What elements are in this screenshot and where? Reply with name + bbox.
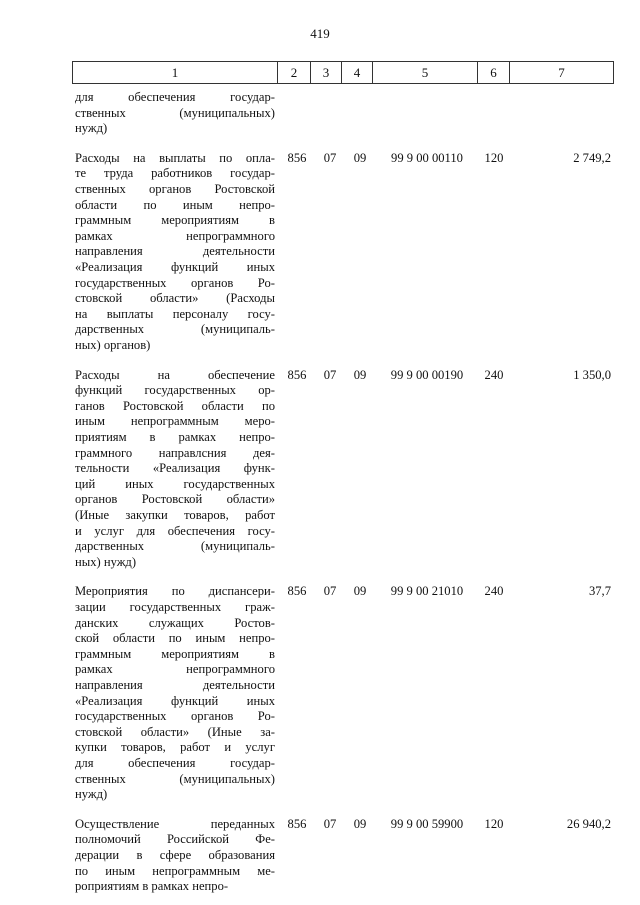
header-col-3: 3 xyxy=(311,62,342,83)
header-col-6: 6 xyxy=(478,62,510,83)
description-line: Осуществление переданных xyxy=(75,816,275,831)
description-line: Расходы на выплаты по опла- xyxy=(75,150,275,165)
sum-cell: 26 940,2 xyxy=(566,816,611,831)
expense-type-cell: 240 xyxy=(484,367,504,382)
description-line: стовской области» (Расходы xyxy=(75,291,275,306)
page-number: 419 xyxy=(310,26,330,41)
description-line: государственных органов Ро- xyxy=(75,709,275,724)
description-line: «Реализация функций иных xyxy=(75,259,275,274)
description-line: рамках непрограммного xyxy=(75,662,275,677)
description-line: нужд) xyxy=(75,121,108,136)
description-line: граммного направлсния дея- xyxy=(75,445,275,460)
description-line: дарственных (муниципаль- xyxy=(75,322,275,337)
description-line: те труда работников государ- xyxy=(75,166,275,181)
description-line: купки товаров, работ и услуг xyxy=(75,740,275,755)
description-line: области по иным непро- xyxy=(75,197,275,212)
description-line: на выплаты персоналу госу- xyxy=(75,306,275,321)
header-col-1: 1 xyxy=(73,62,278,83)
row-description xyxy=(75,90,275,137)
target-code-cell: 99 9 00 21010 xyxy=(390,584,464,599)
subsection-cell: 09 xyxy=(353,816,367,831)
admin-code-cell: 856 xyxy=(287,150,307,165)
description-line: рамках непрограммного xyxy=(75,228,275,243)
description-line: роприятиям в рамках непро- xyxy=(75,879,229,894)
subsection-cell: 09 xyxy=(353,150,367,165)
description-line: и услуг для обеспечения госу- xyxy=(75,523,275,538)
target-code-cell: 99 9 00 59900 xyxy=(390,816,464,831)
description-line: государственных органов Ро- xyxy=(75,275,275,290)
description-line: граммным мероприятиям в xyxy=(75,646,275,661)
description-line: нужд) xyxy=(75,787,108,802)
section-cell: 07 xyxy=(323,150,337,165)
description-line: «Реализация функций иных xyxy=(75,693,275,708)
expense-type-cell: 240 xyxy=(484,584,504,599)
description-line: иным непрограммным меро- xyxy=(75,414,275,429)
description-line: дерации в сфере образования xyxy=(75,847,275,862)
expense-type-cell: 120 xyxy=(484,816,504,831)
description-line: граммным мероприятиям в xyxy=(75,213,275,228)
section-cell: 07 xyxy=(323,584,337,599)
description-line: (Иные закупки товаров, работ xyxy=(75,507,275,522)
description-line: ственных (муниципальных) xyxy=(75,771,275,786)
row-description xyxy=(75,584,275,802)
description-line: ных) органов) xyxy=(75,337,151,352)
description-line: органов Ростовской области» xyxy=(75,492,275,507)
table-header xyxy=(72,61,614,84)
description-line: дарственных (муниципаль- xyxy=(75,539,275,554)
description-line: ственных органов Ростовской xyxy=(75,181,275,196)
description-line: функций государственных ор- xyxy=(75,383,275,398)
description-line: ных) нужд) xyxy=(75,554,137,569)
section-cell: 07 xyxy=(323,816,337,831)
description-line: Расходы на обеспечение xyxy=(75,367,275,382)
target-code-cell: 99 9 00 00110 xyxy=(391,150,463,165)
description-line: данских служащих Ростов- xyxy=(75,615,275,630)
admin-code-cell: 856 xyxy=(287,584,307,599)
description-line: Мероприятия по диспансери- xyxy=(75,584,275,599)
description-line: для обеспечения государ- xyxy=(75,755,275,770)
subsection-cell: 09 xyxy=(353,584,367,599)
subsection-cell: 09 xyxy=(353,367,367,382)
description-line: направления деятельности xyxy=(75,244,275,259)
description-line: ций иных государственных xyxy=(75,476,275,491)
section-cell: 07 xyxy=(323,367,337,382)
description-line: ской области по иным непро- xyxy=(75,631,275,646)
description-line: стовской области» (Иные за- xyxy=(75,724,275,739)
description-line: тельности «Реализация функ- xyxy=(75,461,275,476)
description-line: по иным непрограммным ме- xyxy=(75,863,275,878)
header-col-4: 4 xyxy=(342,62,373,83)
description-line: приятиям в рамках непро- xyxy=(75,429,275,444)
expense-type-cell: 120 xyxy=(484,150,504,165)
description-line: ганов Ростовской области по xyxy=(75,398,275,413)
sum-cell: 2 749,2 xyxy=(573,150,611,165)
header-col-2: 2 xyxy=(278,62,311,83)
admin-code-cell: 856 xyxy=(287,816,307,831)
row-description xyxy=(75,817,275,895)
row-description xyxy=(75,151,275,354)
sum-cell: 37,7 xyxy=(588,584,611,599)
sum-cell: 1 350,0 xyxy=(573,367,611,382)
admin-code-cell: 856 xyxy=(287,367,307,382)
description-line: направления деятельности xyxy=(75,677,275,692)
header-col-5: 5 xyxy=(373,62,478,83)
row-description xyxy=(75,368,275,571)
description-line: для обеспечения государ- xyxy=(75,90,275,104)
header-col-7: 7 xyxy=(558,64,565,80)
target-code-cell: 99 9 00 00190 xyxy=(390,367,464,382)
description-line: полномочий Российской Фе- xyxy=(75,832,275,847)
description-line: ственных (муниципальных) xyxy=(75,105,275,120)
description-line: зации государственных граж- xyxy=(75,599,275,614)
